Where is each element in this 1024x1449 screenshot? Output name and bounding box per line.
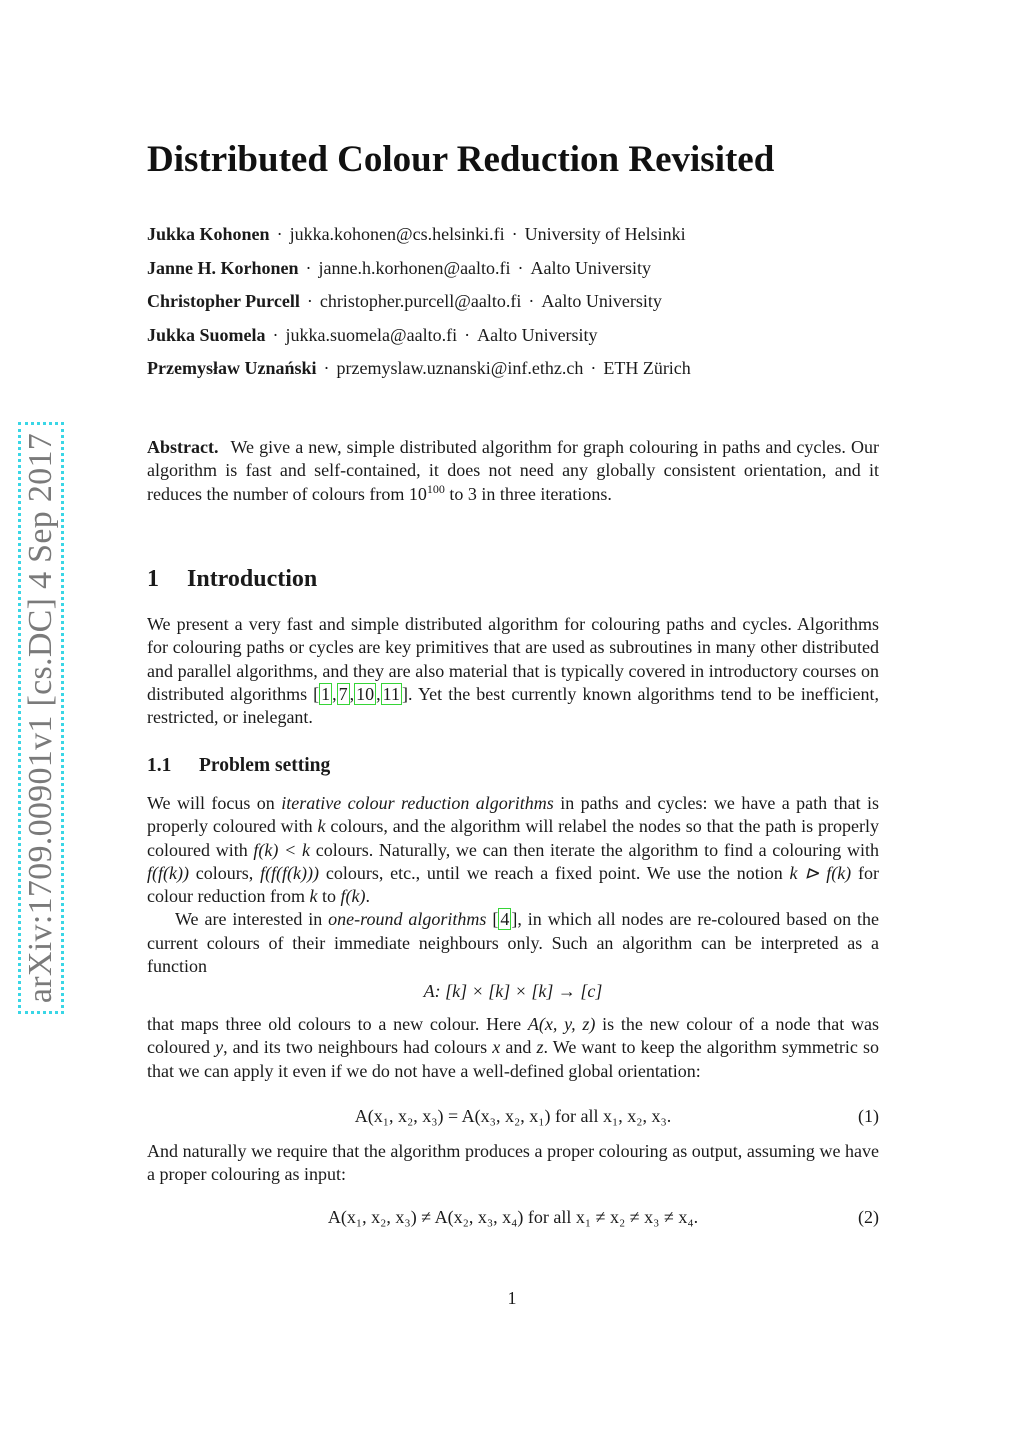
citation-link[interactable]: 10	[356, 683, 375, 704]
equation-number: (1)	[858, 1106, 879, 1126]
math: f(f(f(k)))	[260, 862, 320, 883]
math: x	[492, 1037, 501, 1058]
abstract	[147, 436, 879, 506]
function-display	[147, 981, 879, 1005]
text: colours, etc., until we reach a fixed point. We use the notion	[319, 862, 790, 883]
abstract-text: We give a new, simple distributed algorithm for graph colouring in paths and cycles. Our algorithm is fast and self-contained, it does not need any globally consistent orientation, and it reduces the number of colours from 10	[147, 437, 879, 504]
text: colours,	[188, 862, 261, 883]
author-email[interactable]: christopher.purcell@aalto.fi	[319, 291, 522, 312]
bracket: [	[313, 683, 320, 704]
math: k	[317, 816, 326, 837]
subsection-number: 1.1	[147, 755, 172, 776]
abstract-text-end: to 3 in three iterations.	[444, 483, 612, 504]
equation-body: A(x₁, x₂, x₃) ≠ A(x₂, x₃, x₄) for all x₁ ≠ x₂ ≠ x₃ ≠ x₄.	[327, 1207, 699, 1227]
citation-link[interactable]: 1	[321, 683, 331, 704]
citation-link[interactable]: 11	[382, 683, 401, 704]
math: k	[309, 886, 318, 907]
paragraph: We are interested in one-round algorithms [ 4 ], in which all nodes are re-coloured based on the current colours of their immediate neighbours only. Such an algorithm can be interpreted as a function	[147, 909, 880, 977]
equation-body: A(x₁, x₂, x₃) = A(x₃, x₂, x₁) for all x₁, x₂, x₃.	[354, 1106, 672, 1126]
text: We will focus on	[147, 793, 282, 813]
arxiv-stamp[interactable]	[18, 422, 64, 1014]
author-line	[147, 224, 691, 258]
math: z	[536, 1037, 544, 1058]
abstract-label: Abstract.	[147, 437, 219, 457]
section-number: 1	[147, 566, 159, 592]
author-affiliation: University of Helsinki	[524, 224, 686, 244]
emphasis: iterative colour reduction algorithms	[281, 793, 554, 813]
text: And naturally we require that the algorithm produces a proper colouring as output, assuming we have a proper colouring as input:	[147, 1141, 879, 1185]
text: , in which all nodes are re-coloured based on the current colours of their immediate neighbours only. Such an algorithm can be interpreted as a function	[147, 909, 880, 977]
author-email[interactable]: janne.h.korhonen@aalto.fi	[318, 257, 511, 278]
emphasis: one-round algorithms	[328, 909, 487, 930]
author-line	[147, 258, 691, 292]
author-name: Christopher Purcell	[147, 291, 300, 312]
separator-dot: ·	[323, 358, 330, 379]
author-email[interactable]: jukka.kohonen@cs.helsinki.fi	[289, 224, 505, 244]
citation-link[interactable]: 4	[500, 909, 510, 930]
math: f(k) < k	[253, 839, 310, 860]
equation-1	[147, 1106, 879, 1130]
equation-2	[147, 1207, 879, 1231]
citation-link[interactable]: 7	[338, 683, 348, 704]
math: k ⊳ f(k)	[789, 862, 852, 883]
math: y	[215, 1037, 224, 1058]
text: for colour reduction from	[147, 862, 879, 907]
separator-dot: ·	[272, 324, 279, 345]
separator-dot: ·	[464, 324, 471, 345]
text: in paths and cycles: we have a path that is properly coloured with	[147, 793, 879, 837]
paragraph-text: We present a very fast and simple distributed algorithm for colouring paths and cycles. Algorithms for colouring paths or cycles are key primitives that are used as subroutines in many other distributed and parallel algorithms, and they are also material that is typically covered in introductory courses on distributed algorithms	[147, 614, 879, 704]
subsection-title: Problem setting	[199, 755, 331, 776]
text: .	[365, 886, 370, 907]
text: We are interested in	[175, 909, 329, 930]
bracket: ]	[402, 683, 409, 704]
paragraph	[147, 1013, 879, 1083]
text: that maps three old colours to a new colour. Here	[147, 1014, 528, 1034]
text: is the new colour of a node that was coloured	[147, 1014, 879, 1058]
abstract-exponent: 100	[426, 481, 445, 496]
author-name: Przemysław Uznański	[147, 358, 317, 379]
citation-group: [ 1 , 7 , 10 , 11 ]	[313, 683, 409, 704]
intro-paragraph	[147, 613, 879, 729]
separator-dot: ·	[517, 257, 524, 278]
text: colours, and the algorithm will relabel the nodes so that the path is properly coloured with	[147, 816, 879, 860]
author-affiliation: ETH Zürich	[603, 358, 691, 379]
author-affiliation: Aalto University	[477, 324, 598, 345]
author-name: Jukka Suomela	[147, 324, 266, 345]
page-number: 1	[507, 1288, 517, 1308]
separator-dot: ·	[306, 291, 313, 312]
separator-dot: ·	[528, 291, 535, 312]
author-email[interactable]: jukka.suomela@aalto.fi	[285, 324, 458, 345]
separator-dot: ·	[511, 224, 518, 244]
author-line	[147, 325, 691, 359]
paragraph-text: . Yet the best currently known algorithms tend to be inefficient, restricted, or inelegant.	[147, 683, 879, 728]
text: to	[317, 886, 341, 907]
text: colours. Naturally, we can then iterate the algorithm to find a colouring with	[309, 839, 879, 860]
section-title: Introduction	[187, 566, 318, 592]
separator-dot: ·	[276, 224, 283, 244]
paper-title: Distributed Colour Reduction Revisited	[147, 139, 775, 180]
arxiv-id: arXiv:1709.00901v1 [cs.DC] 4 Sep 2017	[22, 432, 60, 1004]
math: f(f(k))	[147, 862, 189, 883]
text: and	[500, 1037, 537, 1058]
paragraph	[147, 1140, 879, 1187]
text: . We want to keep the algorithm symmetric so that we can apply it even if we do not have a well-defined global orientation:	[147, 1037, 879, 1081]
author-line	[147, 358, 691, 392]
problem-paragraph	[147, 792, 879, 978]
author-line	[147, 291, 691, 325]
equation-number: (2)	[858, 1207, 879, 1227]
section-heading	[147, 566, 317, 593]
math: f(k)	[340, 886, 366, 907]
author-affiliation: Aalto University	[530, 257, 652, 278]
separator-dot: ·	[305, 257, 312, 278]
author-affiliation: Aalto University	[541, 291, 662, 312]
author-list	[147, 224, 691, 392]
author-name: Janne H. Korhonen	[147, 257, 299, 278]
paragraph	[147, 792, 879, 908]
math: A(x, y, z)	[527, 1014, 596, 1034]
subsection-heading	[147, 755, 330, 777]
function-equation: A: [k] × [k] × [k] → [c]	[423, 981, 603, 1001]
text: , and its two neighbours had colours	[223, 1037, 493, 1058]
author-name: Jukka Kohonen	[147, 224, 270, 244]
author-email[interactable]: przemyslaw.uznanski@inf.ethz.ch	[336, 358, 584, 379]
separator-dot: ·	[590, 358, 597, 379]
